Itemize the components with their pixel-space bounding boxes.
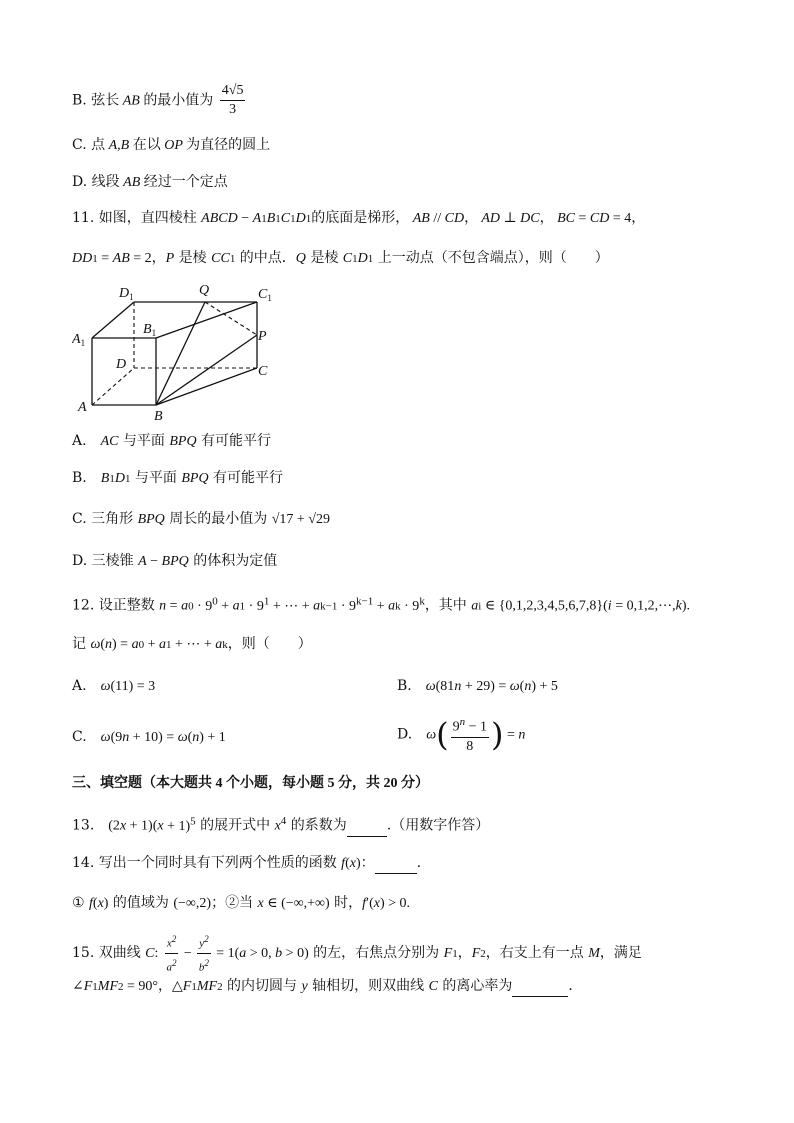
q11-option-c: C. 三角形 BPQ 周长的最小值为 √17 + √29 bbox=[72, 511, 330, 527]
label-a1: $A_1$ bbox=[72, 332, 86, 348]
q11-option-b: B. B1D1 与平面 BPQ 有可能平行 bbox=[72, 470, 284, 486]
label-b1: $B_1$ bbox=[143, 322, 157, 338]
q10-option-d: D. 线段 AB 经过一个定点 bbox=[72, 174, 228, 190]
edge-a1d1 bbox=[92, 302, 134, 338]
segment-bp bbox=[156, 335, 257, 405]
q12-option-b: B. ω(81n + 29) = ω(n) + 5 bbox=[397, 678, 558, 694]
label-c1: $C_1$ bbox=[258, 287, 272, 303]
fraction: $\frac{4√5}{3}$ bbox=[221, 83, 244, 117]
q12-stem-line-1: 12. 设正整数 $n = a0 \cdot 9^0 + a1 \cdot 9^1$ + ⋯ + $ak-1 \cdot 9^{k-1}$ + ak · $9^k$，其中 ai ∈ {0,1,2,3,4,5,6,7,8}(i = 0,1,2,⋯,k). bbox=[72, 595, 690, 614]
q11-stem-line-2: DD1 = AB = 2，P 是棱 CC1 的中点．Q 是棱 C1D1 上一动点（不包含端点），则（ ） bbox=[72, 250, 609, 266]
label-p: P bbox=[258, 329, 267, 344]
segment-qp-hidden bbox=[205, 302, 257, 335]
label-q: Q bbox=[199, 283, 210, 298]
label-a: A bbox=[78, 400, 87, 415]
q10-option-c: C. 点 A,B 在以 OP 为直径的圆上 bbox=[72, 137, 271, 153]
q12-option-a: A. ω(11) = 3 bbox=[72, 678, 156, 694]
edge-b1c1 bbox=[156, 302, 257, 338]
label-b: B bbox=[154, 409, 163, 424]
label-c: C bbox=[258, 364, 268, 379]
q11-option-d: D. 三棱锥 A − BPQ 的体积为定值 bbox=[72, 553, 278, 569]
q14-stem: 14. 写出一个同时具有下列两个性质的函数 f(x)： . bbox=[72, 853, 421, 874]
q10-option-b: B. 弦长 AB 的最小值为 $\frac{4√5}{3}$ bbox=[72, 83, 244, 117]
q12-stem-line-2: 记 ω(n) = a0 + a1 + ⋯ + ak，则（ ） bbox=[72, 636, 312, 652]
prism-figure bbox=[72, 280, 282, 425]
q11-option-a: A. AC 与平面 BPQ 有可能平行 bbox=[72, 433, 272, 449]
q12-option-c: C. ω(9n + 10) = ω(n) + 1 bbox=[72, 729, 226, 745]
q15-stem-line-1: 15. 双曲线 C: $\frac{x^2}{a^2}$ − $\frac{y^2}{b^2}$ = 1(a > 0, b > 0) 的左，右焦点分别为 F1，F2，右支上有一点 M，满足 bbox=[72, 930, 642, 976]
q14-conditions: ① f(x) 的值域为 (−∞,2)；②当 x ∈ (−∞,+∞) 时，f′(x) > 0. bbox=[72, 895, 411, 911]
q11-stem-line-1: 11. 如图，直四棱柱 ABCD − A1B1C1D1的底面是梯形， AB // CD， AD ⊥ DC， BC = CD = 4， bbox=[72, 210, 646, 226]
section-3-title: 三、填空题（本大题共 4 个小题，每小题 5 分，共 20 分） bbox=[72, 775, 429, 791]
q15-stem-line-2: ∠F1MF2 = 90°，△F1MF2 的内切圆与 y 轴相切，则双曲线 C 的离心率为 ． bbox=[72, 976, 582, 997]
q12-option-d: D. ω( $\frac{9^n - 1}{8}$ ) = n bbox=[397, 713, 525, 756]
label-d: D bbox=[116, 357, 127, 372]
q13: 13. $(2x + 1)(x + 1)^5$ 的展开式中 $x^4$ 的系数为 .（用数字作答） bbox=[72, 811, 489, 837]
edge-ad-hidden bbox=[92, 368, 134, 405]
label-d1: $D_1$ bbox=[119, 286, 134, 302]
